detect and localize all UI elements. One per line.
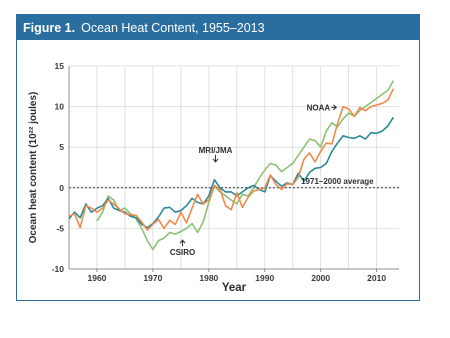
y-tick-label: -10 xyxy=(51,264,64,274)
x-tick-label: 1980 xyxy=(199,273,219,283)
x-tick-label: 1960 xyxy=(87,273,107,283)
x-tick-label: 1990 xyxy=(255,273,275,283)
average-line-label: 1971–2000 average xyxy=(301,176,374,186)
y-tick-label: -5 xyxy=(56,223,64,234)
y-tick-label: 5 xyxy=(59,142,64,153)
annotation-csiro: CSIRO xyxy=(169,248,196,258)
annotation-mrijma: MRI/JMA xyxy=(198,145,233,155)
chart xyxy=(17,41,419,299)
x-tick-label: 1970 xyxy=(143,273,163,283)
figure-panel xyxy=(16,14,420,301)
figure-header xyxy=(17,15,419,40)
figure-label: Figure 1. xyxy=(23,20,76,35)
y-tick-label: 10 xyxy=(54,101,64,112)
annotation-noaa: NOAA xyxy=(306,103,331,113)
figure-title: Ocean Heat Content, 1955–2013 xyxy=(81,20,265,35)
y-tick-label: 0 xyxy=(59,182,64,193)
y-axis-title: Ocean heat content (10²² joules) xyxy=(28,91,39,244)
x-tick-label: 2000 xyxy=(311,273,331,283)
plot-background xyxy=(69,66,399,269)
x-tick-label: 2010 xyxy=(367,273,387,283)
x-axis-title: Year xyxy=(221,282,247,294)
y-tick-label: 15 xyxy=(54,61,64,71)
